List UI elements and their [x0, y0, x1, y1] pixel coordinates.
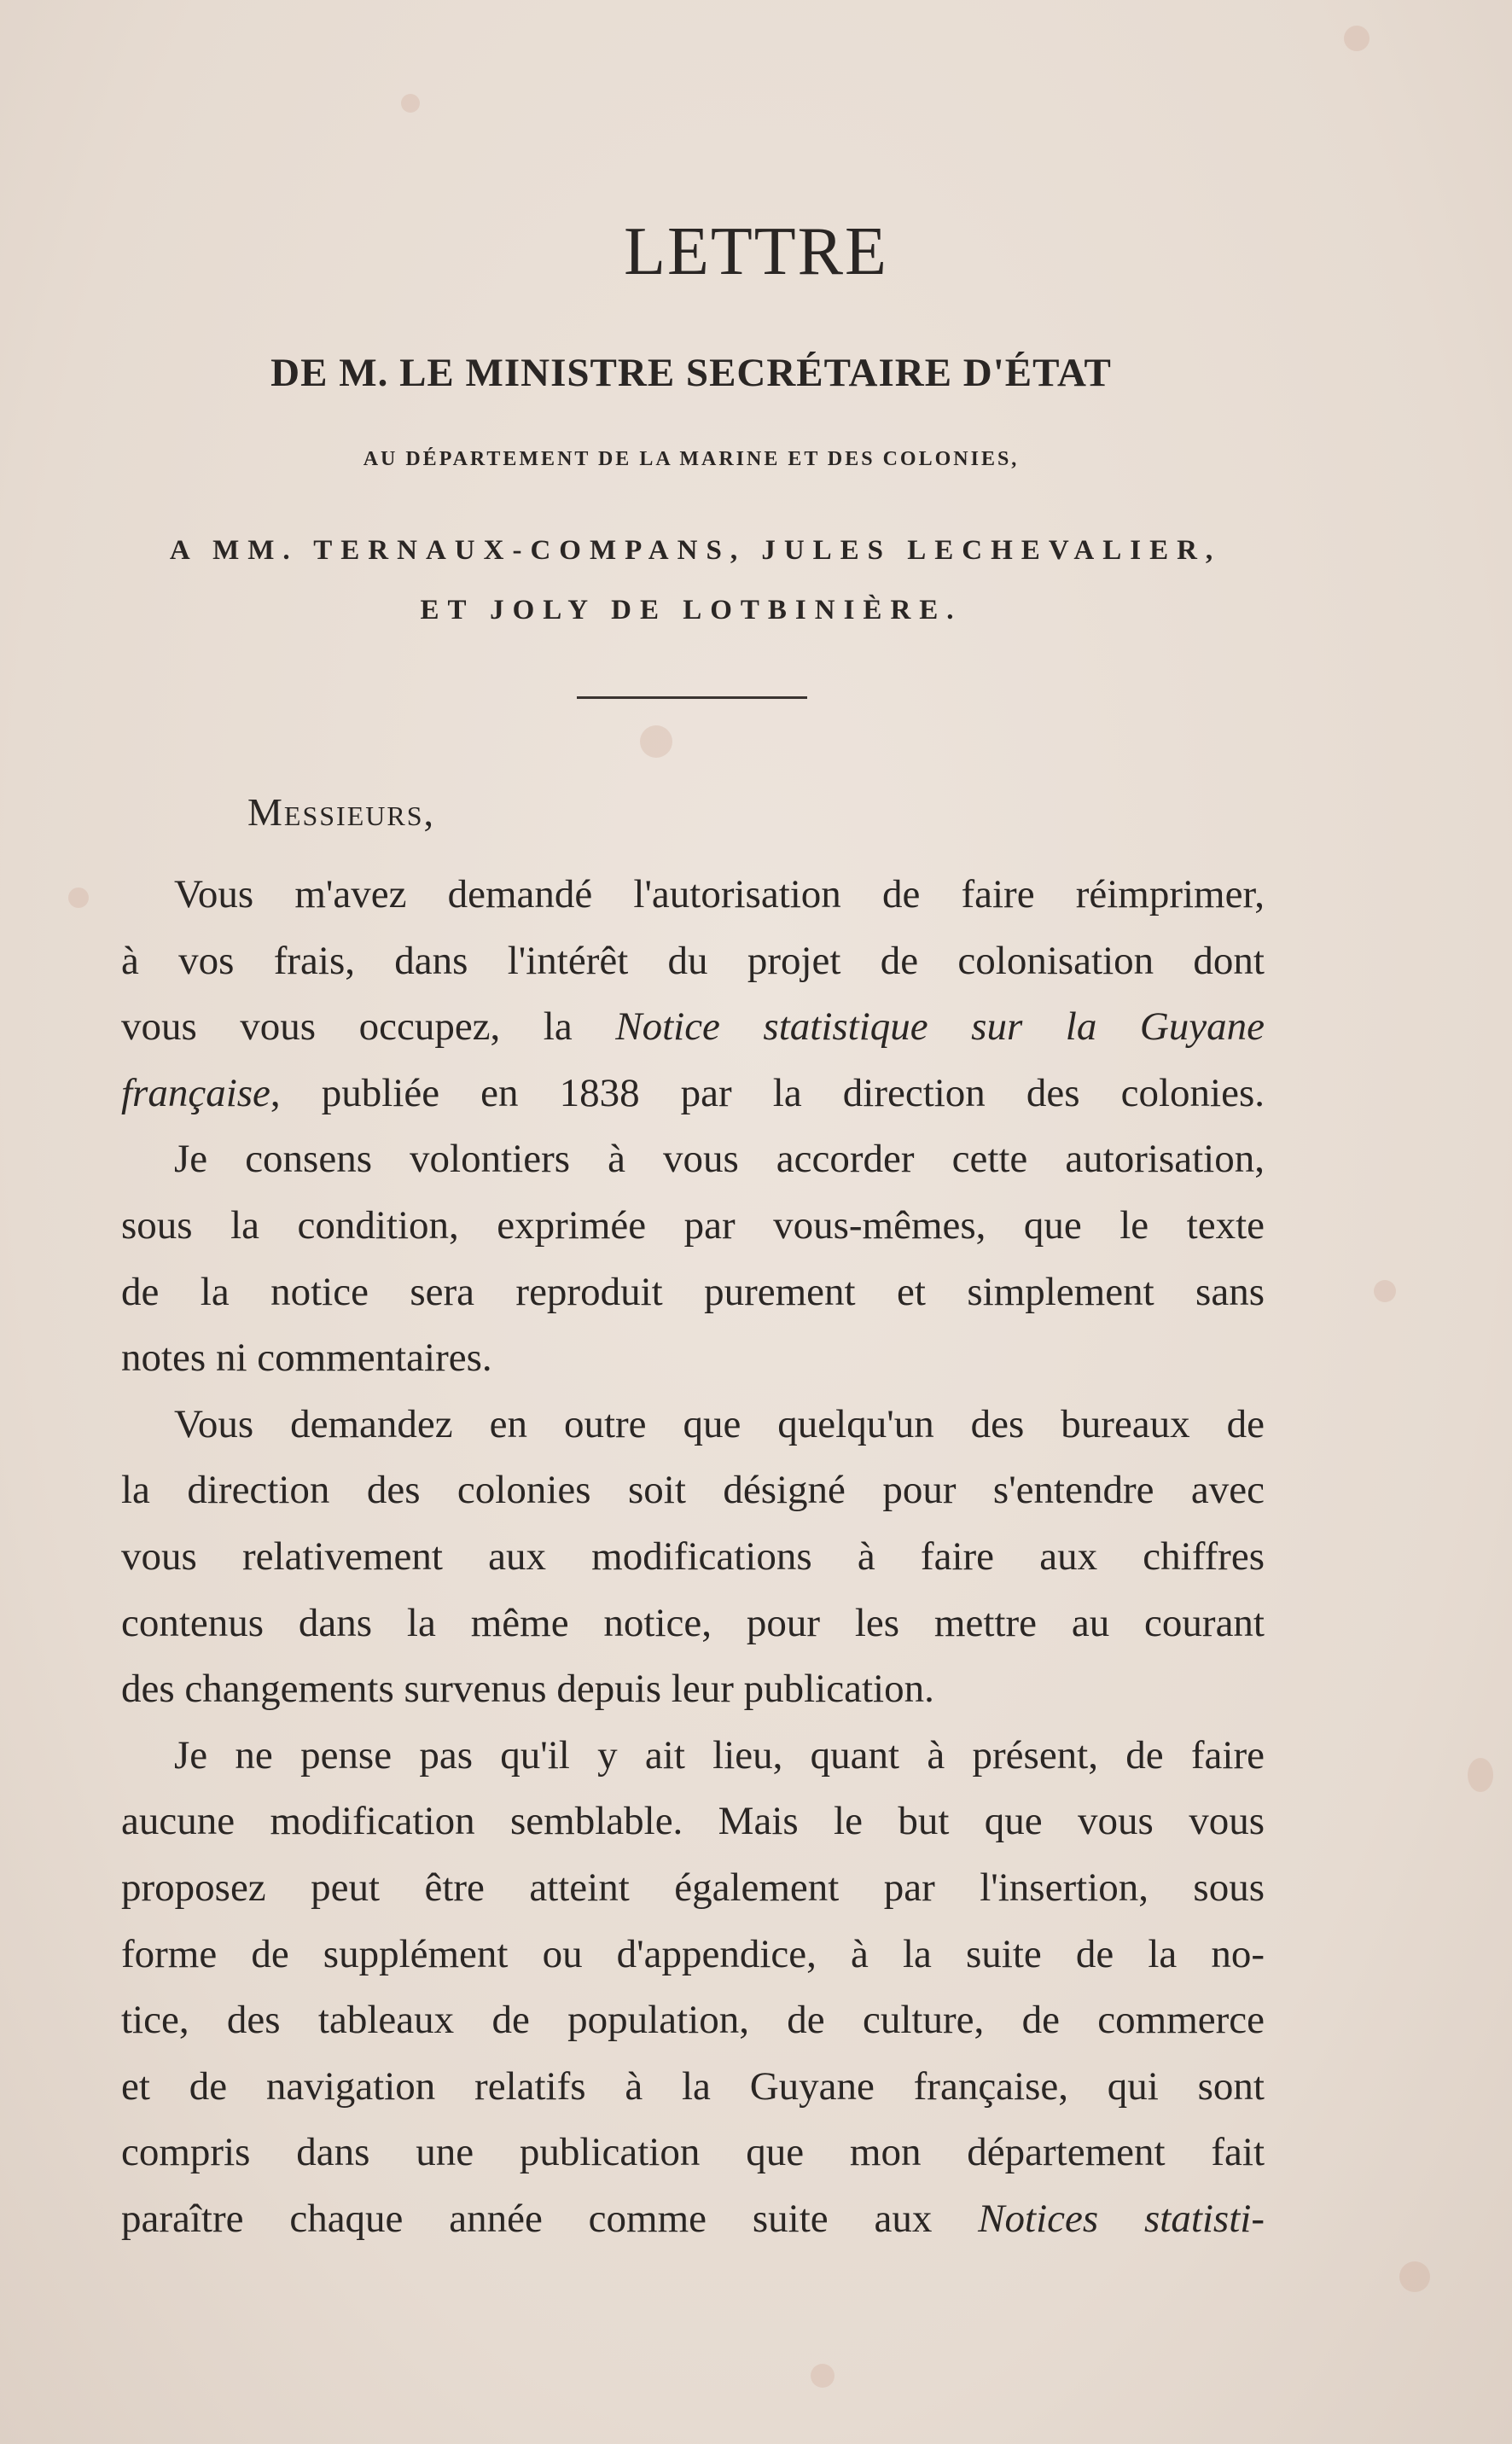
text-line: vous relativement aux modifications à faire aux chiffres — [121, 1533, 1265, 1579]
text-line: et de navigation relatifs à la Guyane française, qui sont — [121, 2063, 1265, 2109]
text-line: notes ni commentaires. — [121, 1335, 492, 1381]
text-line: contenus dans la même notice, pour les mettre au courant — [121, 1600, 1265, 1645]
paper-stain — [640, 725, 672, 758]
paper-stain — [1374, 1280, 1396, 1302]
italic-title: Notices statisti- — [978, 2196, 1265, 2241]
text-line — [121, 1061, 1265, 1127]
text-line: des changements survenus depuis leur publication. — [121, 1667, 934, 1712]
text-line: la direction des colonies soit désigné pour s'entendre avec — [121, 1468, 1265, 1513]
text-line: aucune modification semblable. Mais le but que vous vous — [121, 1799, 1265, 1844]
text-line: Je consens volontiers à vous accorder cette autorisation, — [174, 1137, 1265, 1182]
text-line: tice, des tableaux de population, de culture, de commerce — [121, 1998, 1265, 2043]
salutation: Messieurs, — [247, 790, 435, 834]
text-line: Vous m'avez demandé l'autorisation de faire réimprimer, — [174, 872, 1265, 916]
text-span: paraître chaque année comme suite aux — [121, 2196, 979, 2241]
heading-recipients-cont: ET JOLY DE LOTBINIÈRE. — [420, 595, 962, 626]
text-line: de la notice sera reproduit purement et simplement sans — [121, 1269, 1265, 1314]
paper-stain — [1344, 26, 1370, 51]
paper-stain — [401, 94, 420, 113]
heading-recipients: A MM. TERNAUX-COMPANS, JULES LECHEVALIER, — [169, 535, 1222, 566]
divider-rule — [577, 696, 807, 699]
page-title: LETTRE — [624, 214, 888, 289]
paper-stain — [68, 887, 89, 908]
paper-stain — [1399, 2261, 1430, 2292]
heading-department: AU DÉPARTEMENT DE LA MARINE ET DES COLONIES, — [363, 448, 1020, 470]
text-line: à vos frais, dans l'intérêt du projet de colonisation dont — [121, 938, 1265, 983]
text-line — [121, 994, 1265, 1061]
heading-minister: DE M. LE MINISTRE SECRÉTAIRE D'ÉTAT — [270, 351, 1112, 395]
text-line: sous la condition, exprimée par vous-mêmes, que le texte — [121, 1202, 1265, 1248]
letter-body — [121, 862, 1265, 2252]
text-line: proposez peut être atteint également par l'insertion, sous — [121, 1865, 1265, 1910]
paper-stain — [811, 2364, 835, 2388]
text-span: , publiée en 1838 par la direction des colonies. — [270, 1070, 1265, 1115]
text-line: forme de supplément ou d'appendice, à la suite de la no- — [121, 1931, 1265, 1976]
text-line: Je ne pense pas qu'il y ait lieu, quant à présent, de faire — [174, 1732, 1265, 1778]
text-line: Vous demandez en outre que quelqu'un des bureaux de — [174, 1401, 1265, 1446]
paper-stain — [1468, 1758, 1493, 1792]
text-line — [121, 2186, 1265, 2253]
text-span: vous vous occupez, la — [121, 1004, 616, 1050]
italic-title: française — [121, 1070, 270, 1115]
italic-title: Notice statistique sur la Guyane — [615, 1004, 1265, 1050]
text-line: compris dans une publication que mon département fait — [121, 2130, 1265, 2175]
